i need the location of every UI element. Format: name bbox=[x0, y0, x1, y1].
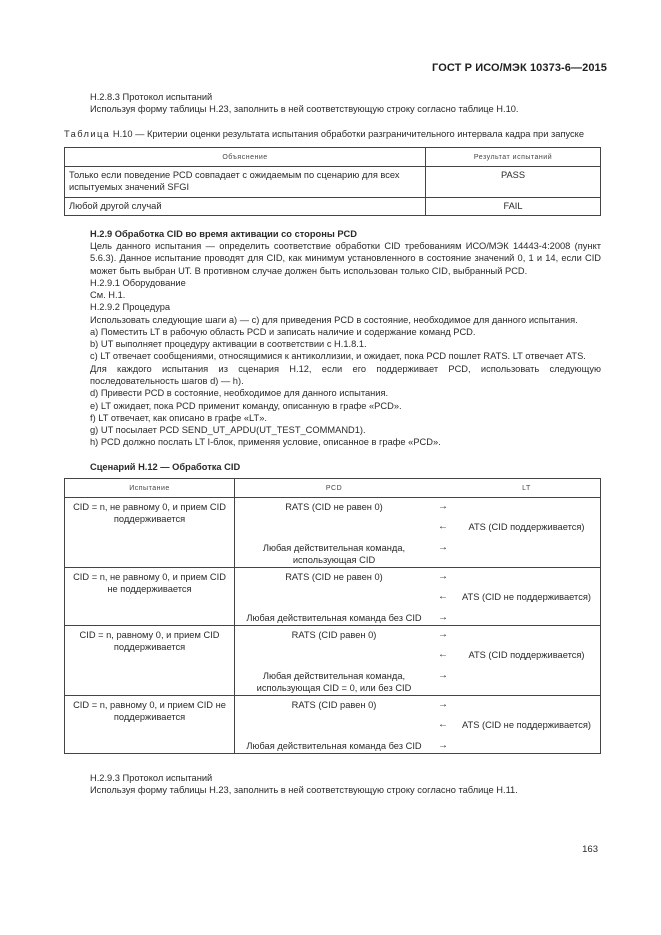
flow-step bbox=[235, 699, 600, 711]
flow-step bbox=[235, 612, 600, 624]
cell-test-condition: CID = n, равному 0, и прием CID поддерживается bbox=[65, 625, 235, 695]
section-h29-paragraph: Цель данного испытания — определить соответствие обработки CID требованиям ИСО/МЭК 14443-4:2008 (пункт 5.6.3). Данное испытание проводят для CID, как минимум установленного в состояние значений 0, 1 и 14, если CID может быть выбран UT. В противном случае должен быть использован только CID, выбранный PCD. bbox=[90, 241, 601, 276]
flow-step bbox=[235, 571, 600, 583]
cell-exchange-flow bbox=[235, 696, 601, 754]
flow-step bbox=[235, 740, 600, 752]
cell-result: PASS bbox=[426, 167, 601, 198]
table-row bbox=[65, 167, 601, 198]
step-c: c) LT отвечает сообщениями, относящимися к антиколлизии, и ожидает, пока PCD пошлет RATS. LT отвечает ATS. bbox=[90, 351, 586, 362]
arrow-right-icon: → bbox=[438, 739, 448, 751]
step-b: b) UT выполняет процедуру активации в соответствии с H.1.8.1. bbox=[90, 339, 367, 350]
flow-header-row bbox=[235, 479, 600, 497]
arrow-right-icon: → bbox=[438, 628, 448, 640]
step-h: h) PCD должно послать LT I-блок, применяя условие, описанное в графе «PCD». bbox=[90, 437, 441, 448]
column-header-result: Результат испытаний bbox=[426, 147, 601, 166]
cell-exchange-flow bbox=[235, 568, 601, 626]
arrow-left-icon: ← bbox=[438, 649, 448, 661]
subsection-equipment-title: H.2.9.1 Оборудование bbox=[90, 277, 186, 288]
lt-response: ATS (CID не поддерживается) bbox=[462, 592, 591, 603]
lt-response: ATS (CID поддерживается) bbox=[468, 650, 585, 661]
column-header-test: Испытание bbox=[65, 478, 235, 497]
pcd-command: RATS (CID не равен 0) bbox=[285, 502, 383, 513]
step-a: a) Поместить LT в рабочую область PCD и записать наличие и содержание команд PCD. bbox=[90, 326, 476, 337]
arrow-right-icon: → bbox=[438, 541, 448, 553]
lt-response: ATS (CID не поддерживается) bbox=[462, 720, 591, 731]
flow-step bbox=[235, 719, 600, 731]
arrow-right-icon: → bbox=[438, 669, 448, 681]
pcd-command: RATS (CID равен 0) bbox=[291, 629, 377, 640]
scenario-h12-title: Сценарий H.12 — Обработка CID bbox=[90, 461, 241, 472]
subsection-equipment-text: См. H.1. bbox=[90, 290, 126, 301]
arrow-right-icon: → bbox=[438, 501, 448, 513]
arrow-left-icon: ← bbox=[438, 719, 448, 731]
column-header-pcd: PCD bbox=[325, 484, 343, 492]
section-h29-heading: H.2.9 Обработка CID во время активации со стороны PCD bbox=[90, 228, 357, 239]
flow-step bbox=[235, 591, 600, 603]
step-e: e) LT ожидает, пока PCD применит команду, описанную в графе «PCD». bbox=[90, 400, 402, 411]
page-content bbox=[64, 91, 601, 796]
section-h293-title: H.2.9.3 Протокол испытаний bbox=[90, 772, 213, 783]
page-number: 163 bbox=[582, 844, 598, 855]
step-d: d) Привести PCD в состояние, необходимое для данного испытания. bbox=[90, 388, 389, 399]
pcd-command: RATS (CID равен 0) bbox=[291, 700, 377, 711]
table-h10-caption bbox=[64, 128, 601, 140]
table-row bbox=[65, 568, 601, 626]
table-row bbox=[65, 197, 601, 215]
arrow-right-icon: → bbox=[438, 699, 448, 711]
procedure-intro: Использовать следующие шаги a) — c) для приведения PCD в состояние, необходимое для данного испытания. bbox=[90, 314, 578, 325]
subsection-procedure-title: H.2.9.2 Процедура bbox=[90, 302, 171, 313]
table-row bbox=[65, 625, 601, 695]
table-row bbox=[65, 498, 601, 568]
flow-headers bbox=[235, 478, 601, 497]
table-h10 bbox=[64, 147, 601, 216]
cell-exchange-flow bbox=[235, 498, 601, 568]
caption-label: Таблица bbox=[64, 128, 111, 139]
column-header-explanation: Объяснение bbox=[65, 147, 426, 166]
pcd-command: Любая действительная команда без CID bbox=[246, 740, 422, 751]
pcd-command: Любая действительная команда, использующая CID = 0, или без CID bbox=[256, 670, 412, 693]
section-h283-title: H.2.8.3 Протокол испытаний bbox=[90, 92, 213, 102]
section-h283-text: Используя форму таблицы H.23, заполнить в ней соответствующую строку согласно таблице H.10. bbox=[90, 104, 519, 115]
table-row bbox=[65, 696, 601, 754]
procedure-sequence-intro: Для каждого испытания из сценария H.12, если его поддерживает PCD, использовать следующую последовательность шагов d) — h). bbox=[90, 363, 601, 387]
flow-step bbox=[235, 542, 600, 567]
section-h293-text: Используя форму таблицы H.23, заполнить в ней соответствующую строку согласно таблице H.11. bbox=[90, 785, 518, 796]
cell-test-condition: CID = n, не равному 0, и прием CID не поддерживается bbox=[65, 568, 235, 626]
cell-result: FAIL bbox=[426, 197, 601, 215]
pcd-command: RATS (CID не равен 0) bbox=[285, 572, 383, 583]
flow-step bbox=[235, 629, 600, 641]
cell-explanation: Только если поведение PCD совпадает с ожидаемым по сценарию для всех испытуемых значений SFGI bbox=[65, 167, 426, 198]
step-g: g) UT посылает PCD SEND_UT_APDU(UT_TEST_COMMAND1). bbox=[90, 425, 366, 436]
scenario-h12-table bbox=[64, 478, 601, 754]
arrow-right-icon: → bbox=[438, 571, 448, 583]
pcd-command: Любая действительная команда, использующая CID bbox=[262, 542, 406, 565]
caption-text: H.10 — Критерии оценки результата испытания обработки разграничительного интервала кадра при запуске bbox=[112, 128, 585, 139]
cell-explanation: Любой другой случай bbox=[65, 197, 426, 215]
flow-step bbox=[235, 521, 600, 533]
flow-step bbox=[235, 670, 600, 695]
cell-exchange-flow bbox=[235, 625, 601, 695]
step-f: f) LT отвечает, как описано в графе «LT». bbox=[90, 412, 267, 423]
flow-step bbox=[235, 649, 600, 661]
column-header-lt: LT bbox=[522, 484, 531, 492]
arrow-right-icon: → bbox=[438, 611, 448, 623]
flow-step bbox=[235, 501, 600, 513]
cell-test-condition: CID = n, не равному 0, и прием CID поддерживается bbox=[65, 498, 235, 568]
arrow-left-icon: ← bbox=[438, 521, 448, 533]
arrow-left-icon: ← bbox=[438, 591, 448, 603]
pcd-command: Любая действительная команда без CID bbox=[246, 612, 422, 623]
lt-response: ATS (CID поддерживается) bbox=[468, 522, 585, 533]
cell-test-condition: CID = n, равному 0, и прием CID не поддерживается bbox=[65, 696, 235, 754]
standard-header: ГОСТ Р ИСО/МЭК 10373-6—2015 bbox=[432, 62, 607, 74]
